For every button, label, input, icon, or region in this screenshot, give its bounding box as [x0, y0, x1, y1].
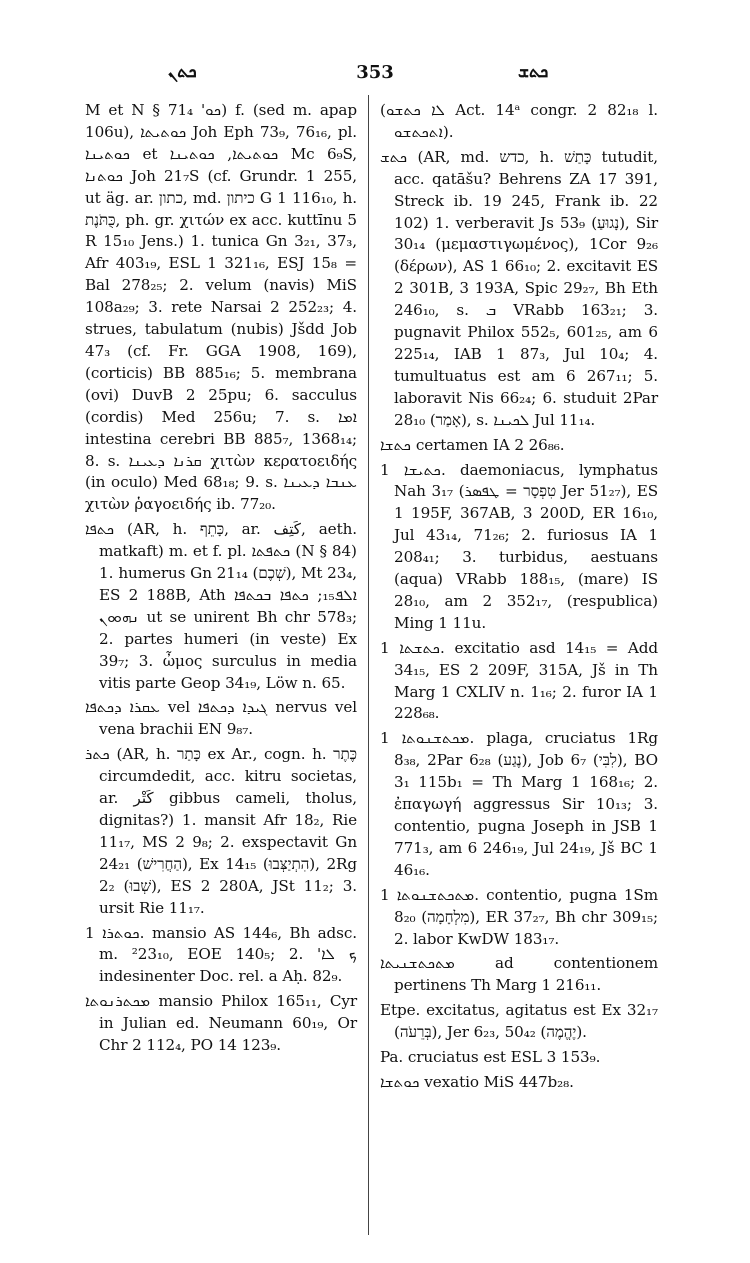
dictionary-entry: Etpe. excitatus, agitatus est Ex 32₁₇ (בְּרֵעֹה), Jer 6₂₃, 50₄₂ (יֶהֱמֶה). [380, 1001, 658, 1042]
dictionary-entry: M et N § 71₄ 'ܟܘ) f. (sed m. apap 106u), ܟܘܬܝܬܐ Joh Eph 73₉, 76₁₆, pl. ܟܘܬܝܢܐ et ܟܘܬܝܬܐ, ܟܘܬܝܢܐ Mc 6₉S, ܟܘܬܢܐ Joh 21₇S (cf. Grundr. 1 255, ut äg. ar. כתון, md. כיתון G 1 116₁₀, h. כֻּתֹּנֶת, ph. gr. χιτών ex acc. kuttīnu 5 R 15₁₀ Jens.) 1. tunica Gn 3₂₁, 37₃, Afr 403₁₉, ESL 1 321₁₆, ESJ 15₈ = Bal 278₂₅; 2. velum (navis) MiS 108a₂₉; 3. rete Narsai 2 252₂₃; 4. strues, tabulatum (nubis) Jšdd Job 47₃ (cf. Fr. GGA 1908, 169), (corticis) BB 885₁₆; 5. membrana (ovi) DuvB 2 25pu; 6. sacculus (cordis) Med 256u; 7. s. ܐܡܐ intestina cerebri BB 885₇, 1368₁₄; 8. s. ܩܪܢܐ ܕܥܝܢܐ χιτὼν κερατοειδής (in oculo) Med 68₁₈; 9. s. ܥܢܒܐ ܕܥܝܢܐ χιτὼν ῥαγοειδής ib. 77₂₀. [85, 101, 358, 514]
column-divider [368, 95, 369, 1235]
header-left-word: ܟܬܢ [168, 62, 197, 82]
dictionary-entry: ܡܟܬܫܢܘܬܐ 1. plaga, cruciatus 1Rg 8₃₈, 2Par 6₂₈ (נֶגַע), Job 6₇ (לִבִּי), BO 3₁ 115b₁ = Th Marg 1 168₁₆; 2. ἐπαγωγή aggressus Sir 10₁₃; 3. contentio, pugna Joseph in JSB 1 771₃, am 6 246₁₉, Jul 24₁₉, Jš BC 1 46₁₆. [380, 729, 659, 879]
dictionary-entry: ܟܘܬܪܐ 1. mansio AS 144₆, Bh adsc. m. ²23₁₀, EOE 140₅; 2. 'ܟ ܠܐ indesinenter Doc. rel. a Aḥ. 82₉. [85, 923, 357, 986]
page-number: 353 [356, 62, 394, 83]
dictionary-entry: ܟܬܦܐ (AR, h. כָּתֵף, ar. كَتِف, aeth. matkaft) m. et f. pl. ܟܬܦܬܐ (N § 84) 1. humerus Gn 21₁₄ (שְׁכֶם), Mt 23₄, ES 2 188B, Ath ܐܠܦ₁₅; ܟܬܦܐ ܒܟܬܦܐ ܢܗܘܘܢ ut se unirent Bh chr 578₃; 2. partes humeri (in veste) Ex 39₇; 3. ὦμος surculus in media vitis parte Geop 34₁₉, Löw n. 65. [85, 520, 357, 692]
dictionary-entry: ܡܬܟܬܫܢܝܬܐ ad contentionem pertinens Th Marg 1 216₁₁. [380, 954, 658, 995]
right-column [380, 100, 658, 1097]
header-right-word: ܟܬܫ [518, 62, 549, 82]
dictionary-entry: (ܠܐ ܟܬܫܘ Act. 14ᵃ congr. 2 82₁₈ l. ܐܬܟܬܫܘ). [380, 101, 658, 141]
page-header [0, 62, 750, 86]
dictionary-entry: ܟܬܫ (AR, md. כדש, h. כָּתַשׁ tutudit, acc. qatāšu? Behrens ZA 17 391, Streck ib. 19 245, Frank ib. 22 102) 1. verberavit Js 53₉ (נָגוּעַ), Sir 30₁₄ (μεμαστιγωμένος), 1Cor 9₂₆ (δέρων), AS 1 66₁₀; 2. excitavit ES 2 301B, 3 193A, Spic 29₂₇, Bh Eth 246₁₀, s. ܒ VRabb 163₂₁; 3. pugnavit Philox 552₅, 601₂₅, am 6 225₁₄, IAB 1 87₃, Jul 10₄; 4. tumultuatus est am 6 267₁₁; 5. laboravit Nis 66₂₄; 6. studuit 2Par 28₁₀ (אָמַר), s. ܠܟܝܢܐ Jul 11₁₄. [380, 147, 658, 429]
dictionary-entry: ܟܘܬܫܐ vexatio MiS 447b₂₈. [380, 1072, 574, 1091]
dictionary-entry: ܡܟܬܪܢܘܬܐ mansio Philox 165₁₁, Cyr in Julian ed. Neumann 60₁₉, Or Chr 2 112₄, PO 14 123₉. [85, 992, 357, 1055]
dictionary-entry: ܥܩܪܐ ܕܟܬܦܐ vel ܓܝܕܐ ܕܟܬܦܐ nervus vel vena brachii EN 9₈₇. [85, 698, 357, 739]
dictionary-entry: ܟܬܫܬܐ 1. excitatio asd 14₁₅ = Add 34₁₅, ES 2 209F, 315A, Jš in Th Marg 1 CXLIV n. 1₁₆; 2. furor IA 1 228₆₈. [380, 638, 658, 723]
dictionary-entry: ܟܬܪ (AR, h. כָּתַר ex Ar., cogn. h. כֶּתֶר circumdedit, acc. kitru societas, ar. كَتْر gibbus cameli, tholus, dignitas?) 1. mansit Afr 18₂, Rie 11₁₇, MS 2 9₈; 2. exspectavit Gn 24₂₁ (הַחֲרִישׁ), Ex 14₁₅ (הִתְיַצְּבוּ), 2Rg 2₂ (שְׁבוּ), ES 2 280A, JSt 11₂; 3. ursit Rie 11₁₇. [85, 745, 358, 917]
dictionary-entry: Pa. cruciatus est ESL 3 153₉. [380, 1048, 601, 1067]
left-column [85, 100, 357, 1060]
dictionary-entry: ܡܬܟܬܫܢܘܬܐ 1. contentio, pugna 1Sm 8₂₀ (מִלְחָמָה), ER 37₂₇, Bh chr 309₁₅; 2. labor KwDW 183₁₇. [380, 885, 659, 948]
dictionary-entry: ܟܬܝܫܐ 1. daemoniacus, lymphatus Nah 3₁₇ (טִפְסָר = ܛܦܣܪ Jer 51₂₇), ES 1 195F, 367AB, 3 200D, ER 16₁₀, Jul 43₁₄, 71₂₆; 2. furiosus IA 1 208₄₁; 3. turbidus, aestuans (aqua) VRabb 188₁₅, (mare) IS 28₁₀, am 2 352₁₇, (respublica) Ming 1 11u. [380, 460, 659, 632]
dictionary-entry: ܟܬܫܐ certamen IA 2 26₈₆. [380, 435, 565, 454]
